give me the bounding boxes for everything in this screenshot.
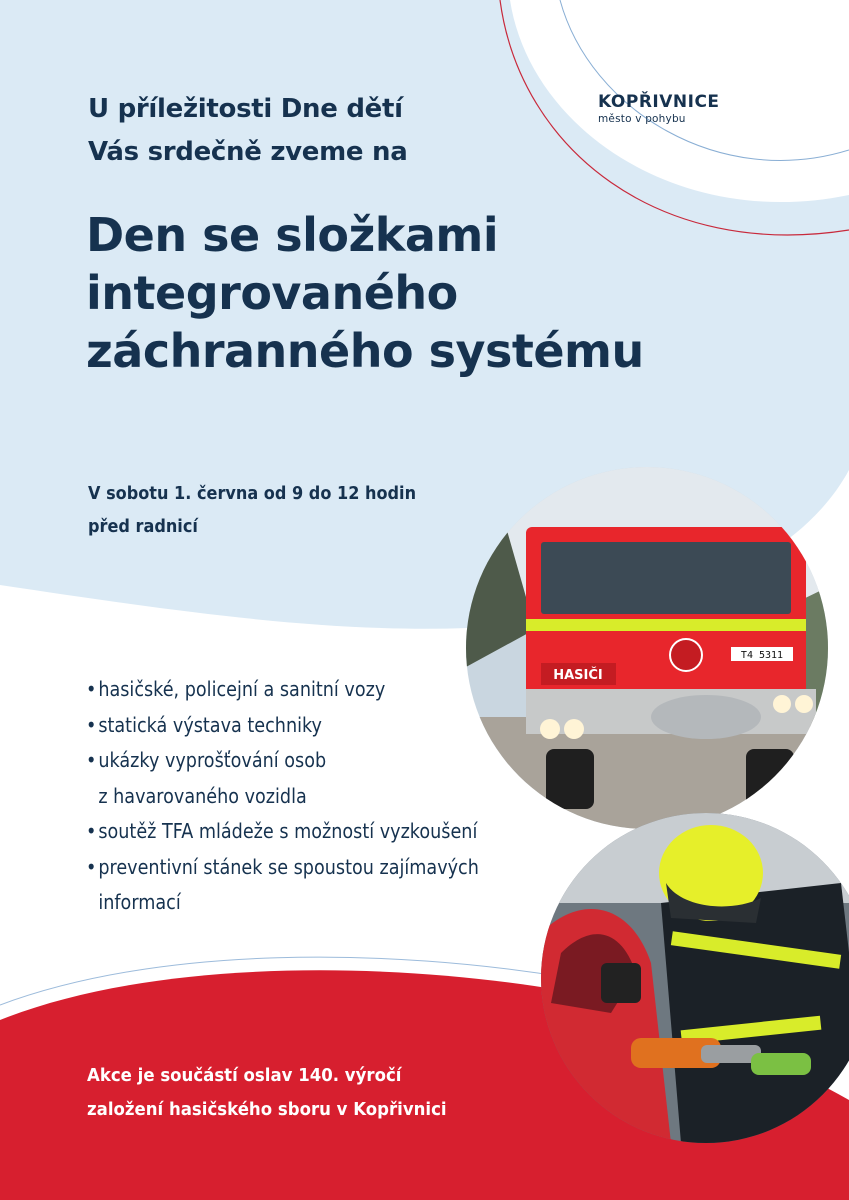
event-place: před radnicí — [88, 517, 198, 537]
list-item-text: • hasičské, policejní a sanitní vozy — [98, 677, 386, 701]
event-title — [86, 206, 644, 380]
list-item-text: z havarovaného vozidla — [98, 783, 307, 808]
invitation-intro — [88, 88, 407, 174]
event-date: V sobotu 1. června od 9 do 12 hodin — [88, 484, 417, 504]
event-date-place — [88, 478, 416, 544]
fire-truck-photo — [466, 467, 828, 829]
list-item-text: • soutěž TFA mládeže s možností vyzkoušení — [98, 819, 478, 843]
program-list — [86, 672, 479, 921]
list-item — [86, 743, 479, 814]
title-line-3: záchranného systému — [86, 324, 644, 378]
intro-line-1: U příležitosti Dne dětí — [88, 94, 403, 124]
list-item — [86, 708, 479, 744]
firefighter-photo — [541, 813, 849, 1143]
truck-plate: T4 5311 — [740, 650, 784, 661]
logo-name: KOPŘIVNICE — [598, 92, 720, 112]
list-item-text: • statická výstava techniky — [98, 712, 322, 737]
title-line-2: integrovaného — [86, 266, 458, 320]
footer-line-2: založení hasičského sboru v Kopřivnici — [87, 1099, 447, 1120]
logo-tagline: město v pohybu — [598, 113, 686, 125]
list-item — [86, 672, 479, 708]
intro-line-2: Vás srdečně zveme na — [88, 137, 408, 167]
list-item-text: • preventivní stánek se spoustou zajímavých — [98, 854, 479, 879]
title-line-1: Den se složkami — [86, 208, 499, 262]
city-logo — [598, 92, 720, 125]
list-item — [86, 814, 479, 850]
footer-note — [87, 1059, 447, 1127]
list-item-text: • ukázky vyprošťování osob — [98, 748, 327, 772]
truck-label: HASIČI — [553, 668, 603, 683]
list-item — [86, 850, 479, 921]
list-item-text: informací — [98, 890, 181, 914]
footer-line-1: Akce je součástí oslav 140. výročí — [87, 1065, 402, 1086]
